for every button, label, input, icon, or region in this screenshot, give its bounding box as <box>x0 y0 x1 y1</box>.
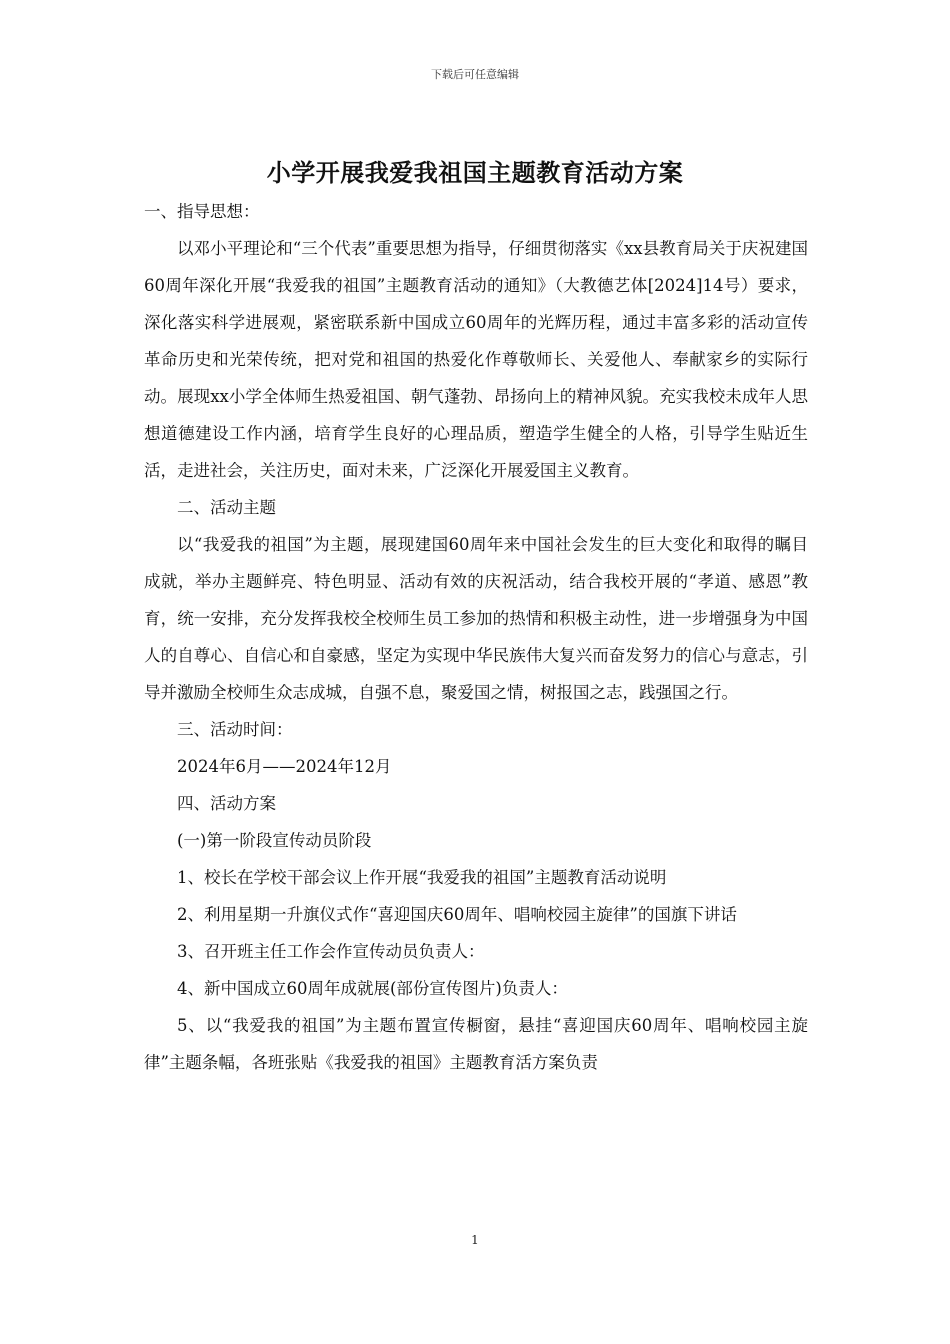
paragraph: 三、活动时间： <box>177 720 293 739</box>
paragraph: 5、以“我爱我的祖国”为主题布置宣传橱窗，悬挂“喜迎国庆60周年、唱响校园主旋律”主题条幅，各班张贴《我爱我的祖国》主题教育活方案负责 <box>144 1016 808 1072</box>
paragraph: 3、召开班主任工作会作宣传动员负责人： <box>177 942 485 961</box>
paragraph: (一)第一阶段宣传动员阶段 <box>177 831 372 850</box>
document-title: 小学开展我爱我祖国主题教育活动方案 <box>266 158 684 187</box>
paragraph: 二、活动主题 <box>177 498 276 517</box>
paragraph: 2024年6月——2024年12月 <box>177 757 392 776</box>
paragraph: 四、活动方案 <box>177 794 276 813</box>
paragraph: 4、新中国成立60周年成就展(部份宣传图片)负责人： <box>177 979 568 998</box>
paragraph: 2、利用星期一升旗仪式作“喜迎国庆60周年、唱响校园主旋律”的国旗下讲话 <box>177 905 737 924</box>
document-body <box>144 193 808 1081</box>
header-note: 下载后可任意编辑 <box>431 68 519 81</box>
paragraph: 一、指导思想： <box>144 202 260 221</box>
paragraph: 以“我爱我的祖国”为主题，展现建国60周年来中国社会发生的巨大变化和取得的瞩目成就，举办主题鲜亮、特色明显、活动有效的庆祝活动，结合我校开展的“孝道、感恩”教育，统一安排，充分发挥我校全校师生员工参加的热情和积极主动性，进一步增强身为中国人的自尊心、自信心和自豪感，坚定为实现中华民族伟大复兴而奋发努力的信心与意志，引导并激励全校师生众志成城，自强不息，聚爱国之情，树报国之志，践强国之行。 <box>144 535 808 702</box>
page-number: 1 <box>471 1233 479 1247</box>
paragraph: 以邓小平理论和“三个代表”重要思想为指导，仔细贯彻落实《xx县教育局关于庆祝建国60周年深化开展“我爱我的祖国”主题教育活动的通知》（大教德艺体[2024]14号）要求，深化落实科学进展观，紧密联系新中国成立60周年的光辉历程，通过丰富多彩的活动宣传革命历史和光荣传统，把对党和祖国的热爱化作尊敬师长、关爱他人、奉献家乡的实际行动。展现xx小学全体师生热爱祖国、朝气蓬勃、昂扬向上的精神风貌。充实我校未成年人思想道德建设工作内涵，培育学生良好的心理品质，塑造学生健全的人格，引导学生贴近生活，走进社会，关注历史，面对未来，广泛深化开展爱国主义教育。 <box>144 239 808 480</box>
paragraph: 1、校长在学校干部会议上作开展“我爱我的祖国”主题教育活动说明 <box>177 868 667 887</box>
